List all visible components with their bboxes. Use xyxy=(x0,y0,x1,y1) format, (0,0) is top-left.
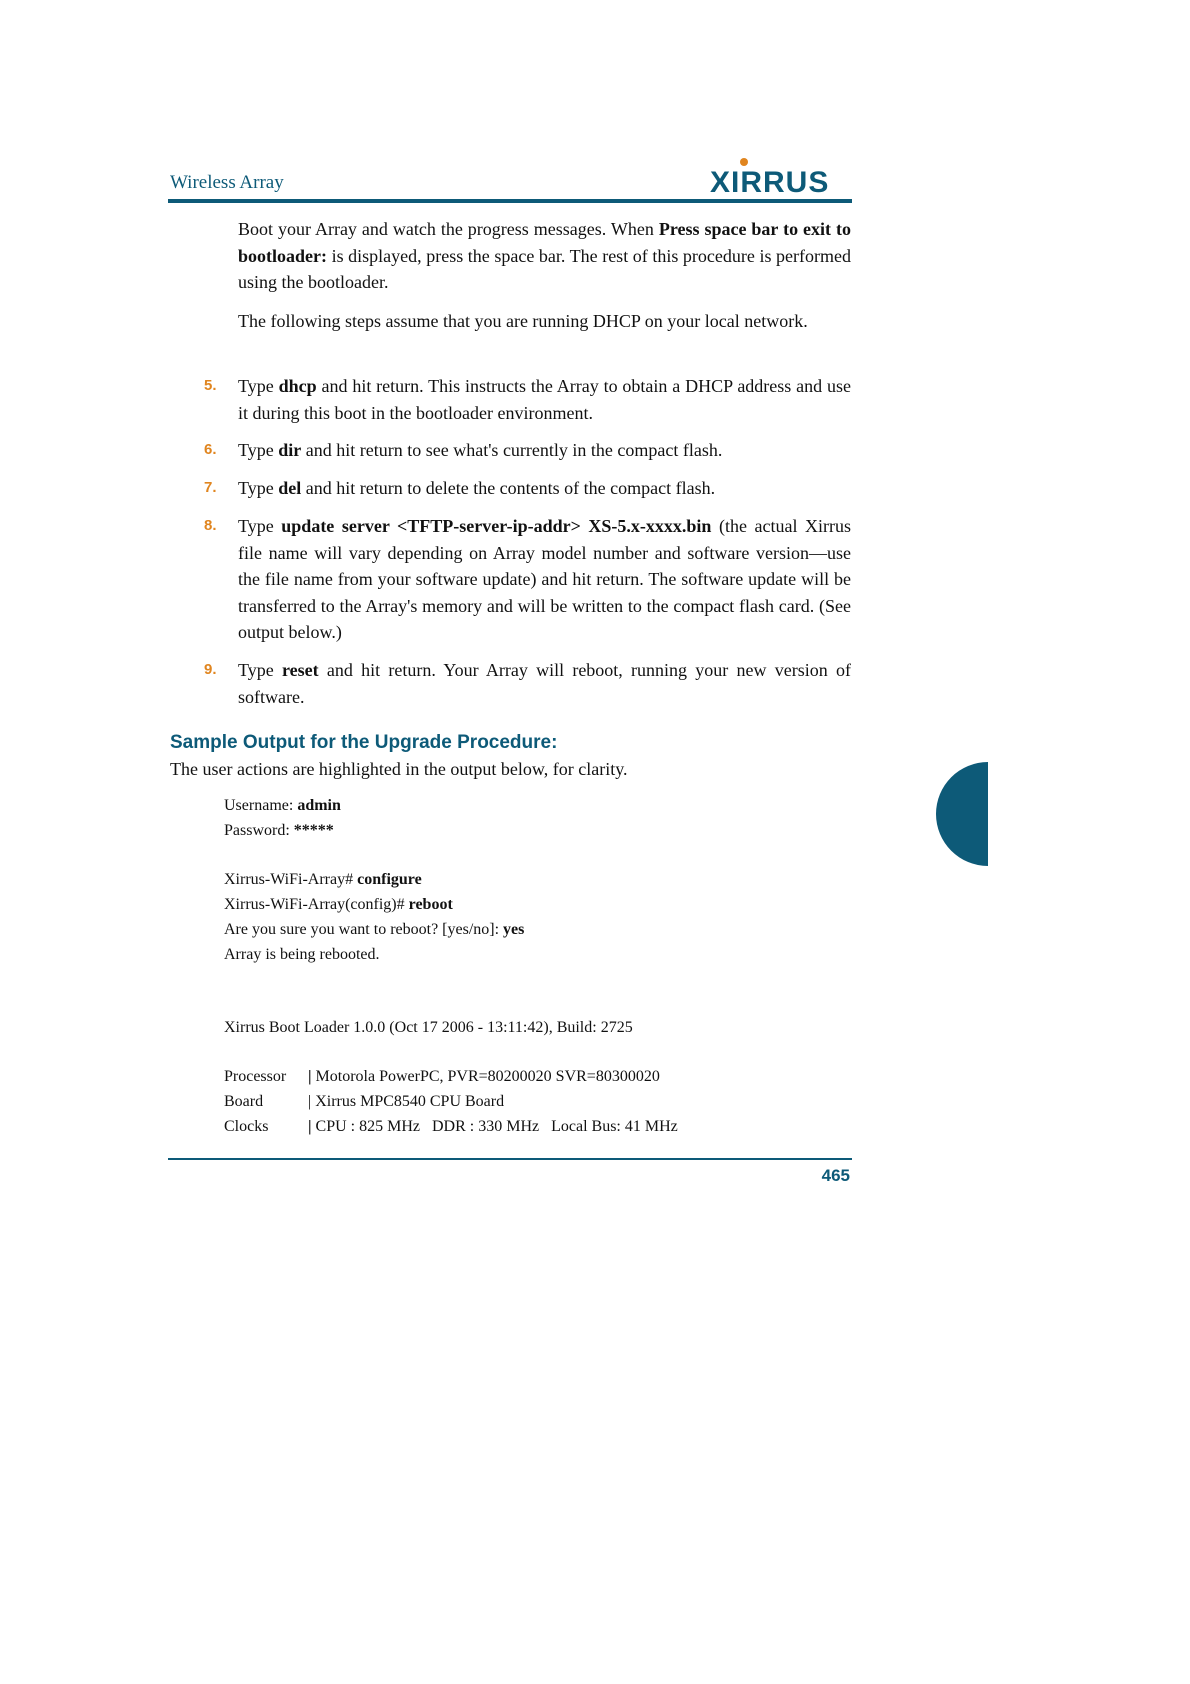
output-reboot: Xirrus-WiFi-Array(config)# reboot xyxy=(224,896,453,913)
intro-p1-text-after: is displayed, press the space bar. The rest of this procedure is performed using the bootloader. xyxy=(238,245,851,292)
section-heading: Sample Output for the Upgrade Procedure: xyxy=(170,732,558,753)
step-7 xyxy=(204,475,851,502)
output-confirm: Are you sure you want to reboot? [yes/no]: yes xyxy=(224,921,525,938)
step-command: dhcp xyxy=(278,376,317,396)
step-number: 6. xyxy=(204,441,217,458)
output-username: Username: admin xyxy=(224,797,341,814)
step-command: del xyxy=(278,478,302,498)
user-action: ***** xyxy=(293,822,334,839)
step-6 xyxy=(204,437,851,464)
section-intro: The user actions are highlighted in the output below, for clarity. xyxy=(170,759,628,779)
user-action: yes xyxy=(503,921,525,938)
step-text: Type update server <TFTP-server-ip-addr> XS-5.x-xxxx.bin (the actual Xirrus file name will vary depending on Array model number and software version—use the file name from your software update) and hit return. The software update will be transferred to the Array's memory and will be written to the compact flash card. (See output below.) xyxy=(238,516,851,642)
footer-rule xyxy=(168,1158,852,1160)
step-text: Type del and hit return to delete the contents of the compact flash. xyxy=(238,478,716,498)
user-action: configure xyxy=(357,871,422,888)
page-number: 465 xyxy=(821,1166,850,1185)
intro-paragraph-1 xyxy=(238,216,851,296)
output-clocks: Clocks | CPU : 825 MHz DDR : 330 MHz Local Bus: 41 MHz xyxy=(224,1118,678,1135)
logo-text: XIRRUS xyxy=(710,166,830,196)
step-number: 7. xyxy=(204,479,217,496)
step-9 xyxy=(204,657,851,710)
output-board: Board | Xirrus MPC8540 CPU Board xyxy=(224,1093,505,1110)
step-8 xyxy=(204,513,851,646)
running-header: Wireless Array xyxy=(170,172,284,193)
step-command: reset xyxy=(281,660,319,680)
step-command: dir xyxy=(278,440,302,460)
logo-dot xyxy=(740,158,748,166)
output-bootloader: Xirrus Boot Loader 1.0.0 (Oct 17 2006 - 13:11:42), Build: 2725 xyxy=(224,1019,633,1036)
user-action: admin xyxy=(297,797,341,814)
intro-paragraph-2: The following steps assume that you are running DHCP on your local network. xyxy=(238,311,808,331)
step-command: update server <TFTP-server-ip-addr> XS-5.x-xxxx.bin xyxy=(281,516,712,536)
intro-p1-text: Boot your Array and watch the progress messages. When xyxy=(238,219,659,239)
step-text: Type dhcp and hit return. This instructs the Array to obtain a DHCP address and use it during this boot in the bootloader environment. xyxy=(238,376,851,423)
xirrus-logo xyxy=(710,156,850,196)
step-number: 9. xyxy=(204,661,217,678)
output-rebooting: Array is being rebooted. xyxy=(224,946,380,963)
header-rule xyxy=(168,199,852,203)
step-text: Type dir and hit return to see what's currently in the compact flash. xyxy=(238,440,723,460)
output-password: Password: ***** xyxy=(224,822,334,839)
chapter-tab-marker xyxy=(936,762,988,866)
output-configure: Xirrus-WiFi-Array# configure xyxy=(224,871,422,888)
step-number: 8. xyxy=(204,517,217,534)
step-number: 5. xyxy=(204,377,217,394)
step-text: Type reset and hit return. Your Array will reboot, running your new version of software. xyxy=(238,660,851,707)
output-processor: Processor | Motorola PowerPC, PVR=80200020 SVR=80300020 xyxy=(224,1068,660,1085)
intro-p1-bold: Press space bar to exit to bootloader: xyxy=(238,219,851,266)
step-5 xyxy=(204,373,851,426)
user-action: reboot xyxy=(408,896,453,913)
